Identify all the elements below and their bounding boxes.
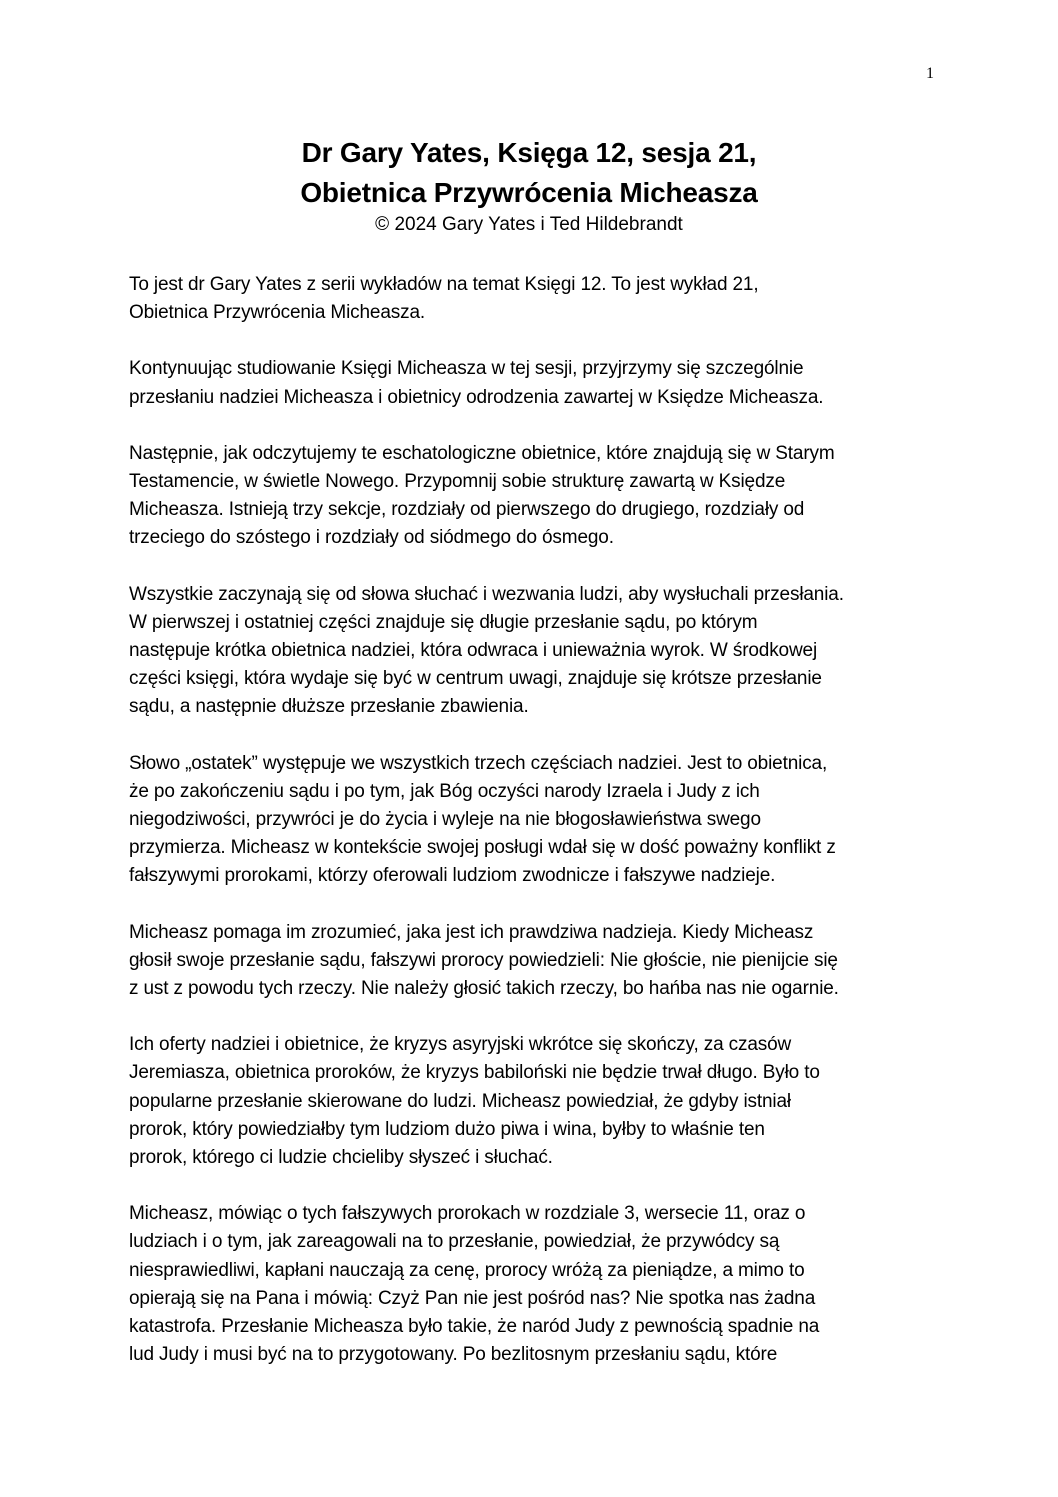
paragraph-line: W pierwszej i ostatniej części znajduje się długie przesłanie sądu, po którym (129, 611, 758, 633)
paragraph-line: Kontynuując studiowanie Księgi Micheasza w tej sesji, przyjrzymy się szczególnie (129, 358, 804, 380)
paragraph-line: głosił swoje przesłanie sądu, fałszywi prorocy powiedzieli: Nie głoście, nie pienijcie się (129, 949, 838, 971)
paragraph-line: przesłaniu nadziei Micheasza i obietnicy odrodzenia zawartej w Księdze Micheasza. (129, 386, 824, 408)
paragraph-line: że po zakończeniu sądu i po tym, jak Bóg oczyści narody Izraela i Judy z ich (129, 780, 760, 802)
paragraph-line: Micheasza. Istnieją trzy sekcje, rozdziały od pierwszego do drugiego, rozdziały od (129, 499, 805, 521)
document-body (129, 271, 949, 1398)
paragraph (129, 1031, 949, 1172)
paragraph (129, 581, 949, 722)
paragraph-line: prorok, którego ci ludzie chcieliby słyszeć i słuchać. (129, 1147, 553, 1169)
paragraph-line: Następnie, jak odczytujemy te eschatologiczne obietnice, które znajdują się w Starym (129, 442, 835, 464)
page-number: 1 (926, 65, 934, 82)
paragraph-line: sądu, a następnie dłuższe przesłanie zbawienia. (129, 696, 529, 718)
paragraph-line: przymierza. Micheasz w kontekście swojej posługi wdał się w dość poważny konflikt z (129, 837, 836, 859)
paragraph-line: niegodziwości, przywróci je do życia i wyleje na nie błogosławieństwa swego (129, 809, 761, 831)
document-title-line-2: Obietnica Przywrócenia Micheasza (300, 177, 758, 208)
paragraph-line: fałszywymi prorokami, którzy oferowali ludziom zwodnicze i fałszywe nadzieje. (129, 865, 776, 887)
paragraph-line: prorok, który powiedziałby tym ludziom dużo piwa i wina, byłby to właśnie ten (129, 1118, 765, 1140)
paragraph-line: Jeremiasza, obietnica proroków, że kryzys babiloński nie będzie trwał długo. Było to (129, 1062, 820, 1084)
paragraph-line: Micheasz pomaga im zrozumieć, jaka jest ich prawdziwa nadzieja. Kiedy Micheasz (129, 921, 814, 943)
paragraph-line: katastrofa. Przesłanie Micheasza było takie, że naród Judy z pewnością spadnie na (129, 1316, 820, 1338)
paragraph-line: Słowo „ostatek” występuje we wszystkich trzech częściach nadziei. Jest to obietnica, (129, 752, 828, 774)
document-title-line-1: Dr Gary Yates, Księga 12, sesja 21, (301, 137, 757, 168)
paragraph-line: To jest dr Gary Yates z serii wykładów na temat Księgi 12. To jest wykład 21, (129, 274, 759, 295)
title-block (0, 133, 1058, 237)
paragraph (129, 750, 949, 891)
paragraph (129, 440, 949, 553)
paragraph-line: Testamencie, w świetle Nowego. Przypomnij sobie strukturę zawartą w Księdze (129, 471, 786, 493)
paragraph-line: lud Judy i musi być na to przygotowany. Po bezlitosnym przesłaniu sądu, które (129, 1344, 778, 1366)
paragraph (129, 271, 949, 327)
paragraph (129, 355, 949, 411)
paragraph-line: Ich oferty nadziei i obietnice, że kryzys asyryjski wkrótce się skończy, za czasów (129, 1034, 792, 1056)
paragraph-line: Obietnica Przywrócenia Micheasza. (129, 302, 426, 324)
copyright-notice: © 2024 Gary Yates i Ted Hildebrandt (375, 214, 683, 235)
paragraph (129, 1200, 949, 1369)
paragraph-line: części księgi, która wydaje się być w centrum uwagi, znajduje się krótsze przesłanie (129, 668, 822, 690)
paragraph (129, 919, 949, 1004)
paragraph-line: z ust z powodu tych rzeczy. Nie należy głosić takich rzeczy, bo hańba nas nie ogarnie. (129, 978, 839, 1000)
paragraph-line: trzeciego do szóstego i rozdziały od siódmego do ósmego. (129, 527, 614, 549)
paragraph-line: następuje krótka obietnica nadziei, która odwraca i unieważnia wyrok. W środkowej (129, 640, 818, 662)
paragraph-line: ludziach i o tym, jak zareagowali na to przesłanie, powiedział, że przywódcy są (129, 1231, 780, 1253)
paragraph-line: Wszystkie zaczynają się od słowa słuchać i wezwania ludzi, aby wysłuchali przesłania. (129, 583, 844, 605)
paragraph-line: opierają się na Pana i mówią: Czyż Pan nie jest pośród nas? Nie spotka nas żadna (129, 1287, 816, 1309)
paragraph-line: Micheasz, mówiąc o tych fałszywych prorokach w rozdziale 3, wersecie 11, oraz o (129, 1203, 806, 1225)
paragraph-line: niesprawiedliwi, kapłani nauczają za cenę, prorocy wróżą za pieniądze, a mimo to (129, 1259, 805, 1281)
paragraph-line: popularne przesłanie skierowane do ludzi. Micheasz powiedział, że gdyby istniał (129, 1090, 791, 1112)
